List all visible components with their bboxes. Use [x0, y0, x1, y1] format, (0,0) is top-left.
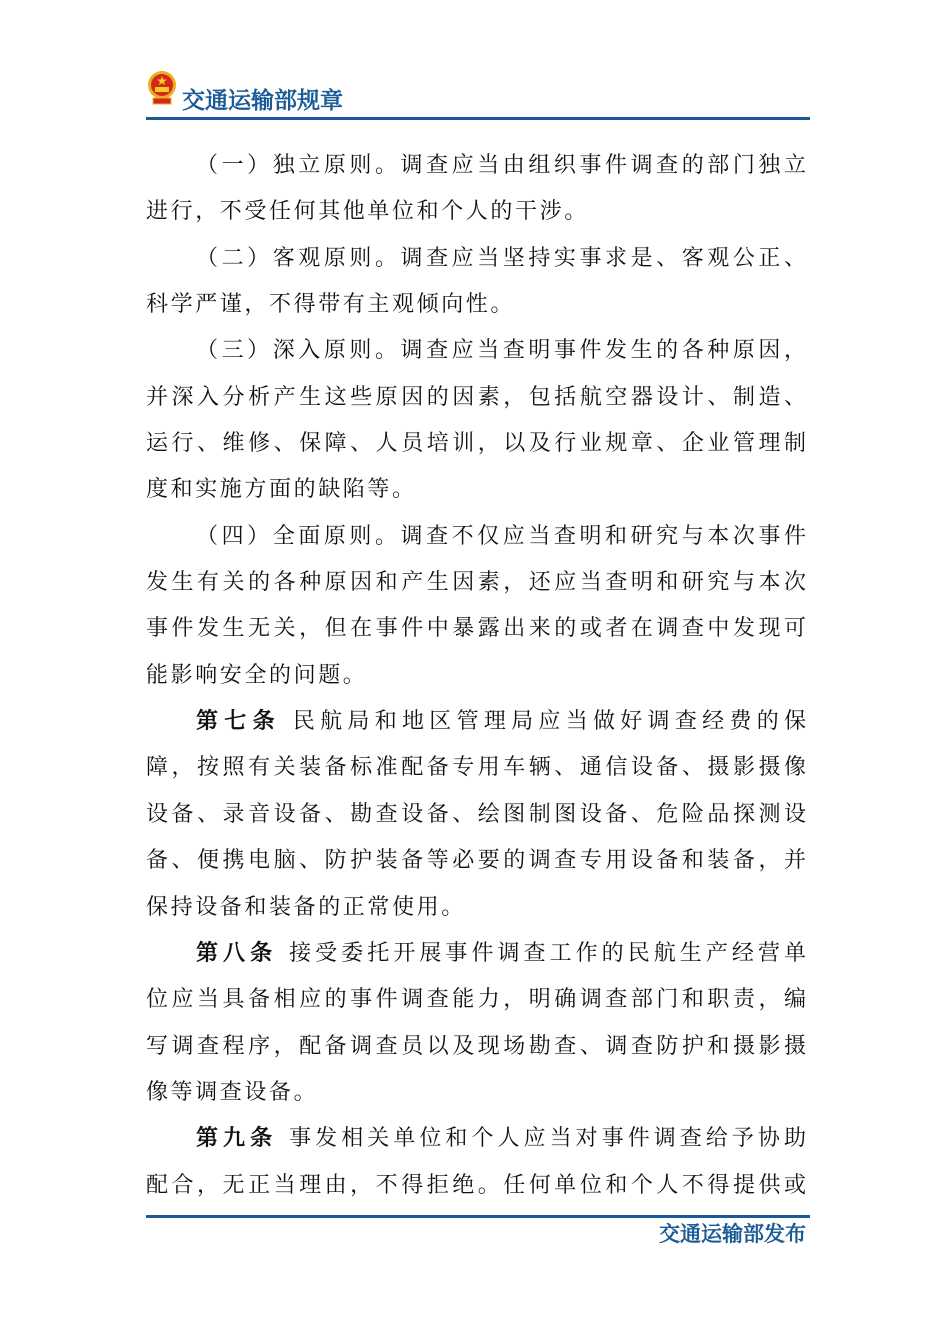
line-text: 进行，不受任何其他单位和个人的干涉。 — [146, 199, 589, 225]
line-text: 能影响安全的问题。 — [146, 662, 368, 688]
line-text: （一）独立原则。调查应当由组织事件调查的部门独立 — [196, 153, 806, 178]
line-text: 事件发生无关，但在事件中暴露出来的或者在调查中发现可 — [146, 616, 806, 642]
text-line — [146, 1070, 806, 1116]
text-line — [146, 328, 806, 374]
line-text: （三）深入原则。调查应当查明事件发生的各种原因， — [196, 338, 806, 364]
line-text: 民航局和地区管理局应当做好调查经费的保 — [292, 709, 806, 735]
text-line — [146, 143, 806, 189]
line-text: 度和实施方面的缺陷等。 — [146, 477, 417, 503]
line-text: 事发相关单位和个人应当对事件调查给予协助 — [289, 1126, 806, 1152]
line-text: 接受委托开展事件调查工作的民航生产经营单 — [289, 940, 806, 966]
text-line — [146, 421, 806, 467]
text-line — [146, 1116, 806, 1162]
line-text: 科学严谨，不得带有主观倾向性。 — [146, 292, 516, 318]
header-rule — [146, 117, 810, 120]
line-text: 设备、录音设备、勘查设备、绘图制图设备、危险品探测设 — [146, 801, 806, 827]
text-line — [146, 1163, 806, 1209]
line-text: 像等调查设备。 — [146, 1079, 319, 1105]
line-text: 配合，无正当理由，不得拒绝。任何单位和个人不得提供或 — [146, 1172, 806, 1198]
text-line — [146, 606, 806, 652]
text-line — [146, 745, 806, 791]
text-line — [146, 282, 806, 328]
article-number: 第九条 — [196, 1126, 278, 1152]
text-line — [146, 189, 806, 235]
text-line — [146, 838, 806, 884]
line-text: 保持设备和装备的正常使用。 — [146, 894, 466, 920]
line-text: （二）客观原则。调查应当坚持实事求是、客观公正、 — [196, 245, 806, 271]
text-line — [146, 560, 806, 606]
line-text: （四）全面原则。调查不仅应当查明和研究与本次事件 — [196, 523, 806, 549]
national-emblem-icon — [146, 70, 178, 106]
line-text: 发生有关的各种原因和产生因素，还应当查明和研究与本次 — [146, 570, 806, 596]
header-title: 交通运输部规章 — [182, 88, 343, 114]
text-line — [146, 931, 806, 977]
line-text: 写调查程序，配备调查员以及现场勘查、调查防护和摄影摄 — [146, 1033, 806, 1059]
article-number: 第八条 — [196, 940, 278, 966]
text-line — [146, 699, 806, 745]
text-line — [146, 792, 806, 838]
text-line — [146, 514, 806, 560]
text-line — [146, 653, 806, 699]
text-line — [146, 375, 806, 421]
page-header — [146, 68, 810, 120]
line-text: 运行、维修、保障、人员培训，以及行业规章、企业管理制 — [146, 431, 806, 457]
text-line — [146, 236, 806, 282]
line-text: 备、便携电脑、防护装备等必要的调查专用设备和装备，并 — [146, 848, 806, 874]
line-text: 位应当具备相应的事件调查能力，明确调查部门和职责，编 — [146, 987, 806, 1013]
footer-publisher: 交通运输部发布 — [659, 1222, 806, 1246]
text-line — [146, 1024, 806, 1070]
text-line — [146, 467, 806, 513]
document-body — [146, 143, 806, 1209]
text-line — [146, 977, 806, 1023]
article-number: 第七条 — [196, 709, 281, 735]
line-text: 障，按照有关装备标准配备专用车辆、通信设备、摄影摄像 — [146, 755, 806, 781]
text-line — [146, 885, 806, 931]
line-text: 并深入分析产生这些原因的因素，包括航空器设计、制造、 — [146, 384, 806, 410]
